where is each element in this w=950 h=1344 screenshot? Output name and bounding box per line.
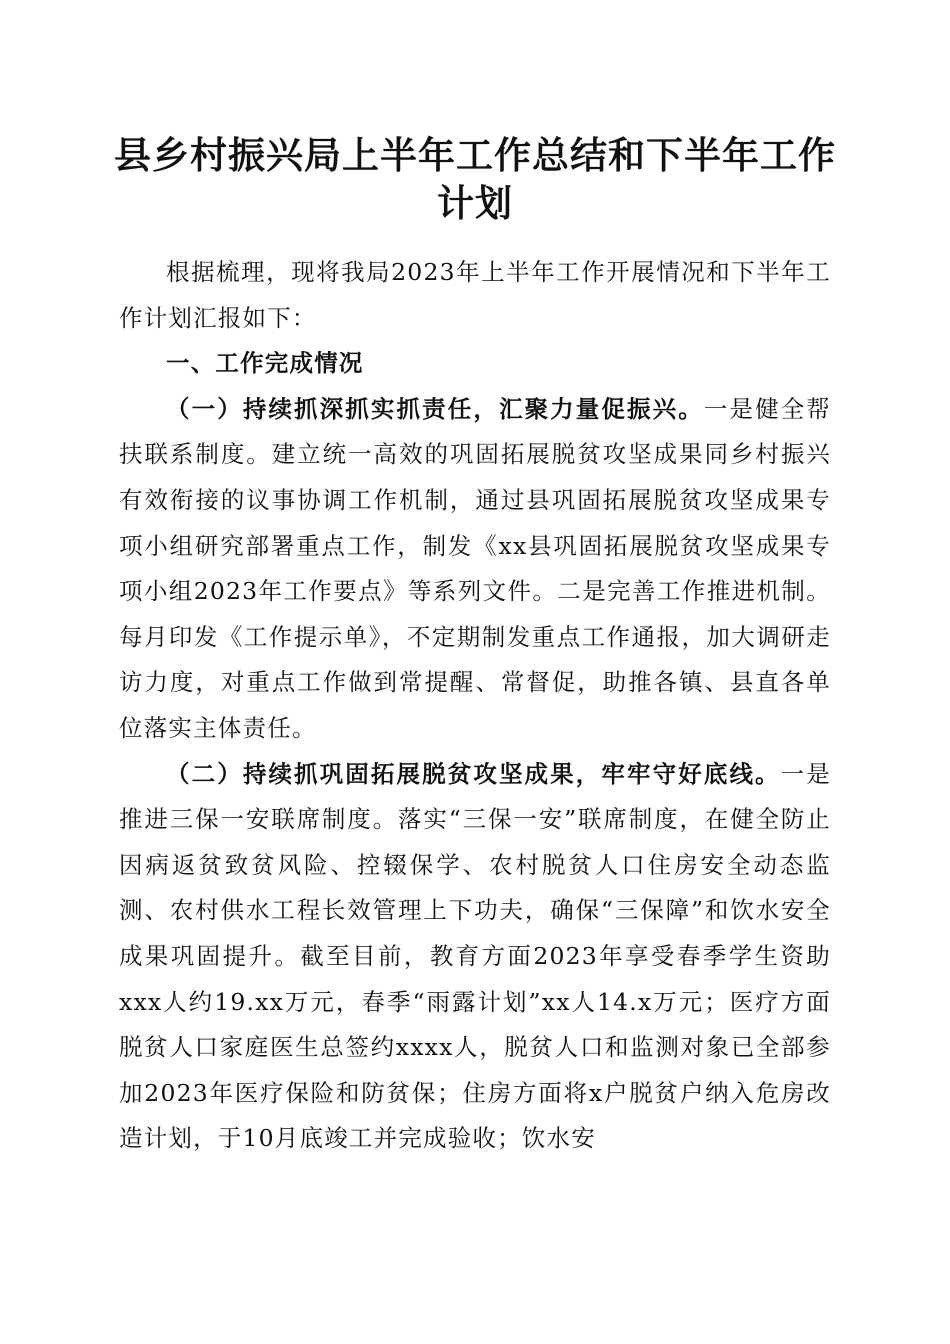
document-title: 县乡村振兴局上半年工作总结和下半年工作计划 [114, 134, 836, 225]
paragraph-lead: （二）持续抓巩固拓展脱贫攻坚成果，牢牢守好底线。 [166, 759, 781, 788]
paragraph-lead: （一）持续抓深抓实抓责任，汇聚力量促振兴。 [166, 394, 704, 423]
intro-paragraph: 根据梳理，现将我局2023年上半年工作开展情况和下半年工作计划汇报如下： [119, 258, 831, 332]
paragraph-text: 一是推进三保一安联席制度。落实“三保一安”联席制度，在健全防止因病返贫致贫风险、控辍保学、农村脱贫人口住房安全动态监测、农村供水工程长效管理上下功夫，确保“三保障”和饮水安全成果巩固提升。截至目前，教育方面2023年享受春季学生资助xxx人约19.xx万元，春季“雨露计划”xx人14.x万元；医疗方面脱贫人口家庭医生总签约xxxx人，脱贫人口和监测对象已全部参加2023年医疗保险和防贫保；住房方面将x户脱贫户纳入危房改造计划，于10月底竣工并完成验收；饮水安 [119, 759, 831, 1153]
section-heading-work-completion: 一、工作完成情况 [166, 349, 364, 378]
paragraph-poverty-consolidation [119, 752, 831, 1162]
paragraph-responsibility [119, 387, 831, 752]
paragraph-text: 一是健全帮扶联系制度。建立统一高效的巩固拓展脱贫攻坚成果同乡村振兴有效衔接的议事协调工作机制，通过县巩固拓展脱贫攻坚成果专项小组研究部署重点工作，制发《xx县巩固拓展脱贫攻坚成果专项小组2023年工作要点》等系列文件。二是完善工作推进机制。每月印发《工作提示单》，不定期制发重点工作通报，加大调研走访力度，对重点工作做到常提醒、常督促，助推各镇、县直各单位落实主体责任。 [119, 394, 832, 742]
document-body [119, 250, 831, 1162]
